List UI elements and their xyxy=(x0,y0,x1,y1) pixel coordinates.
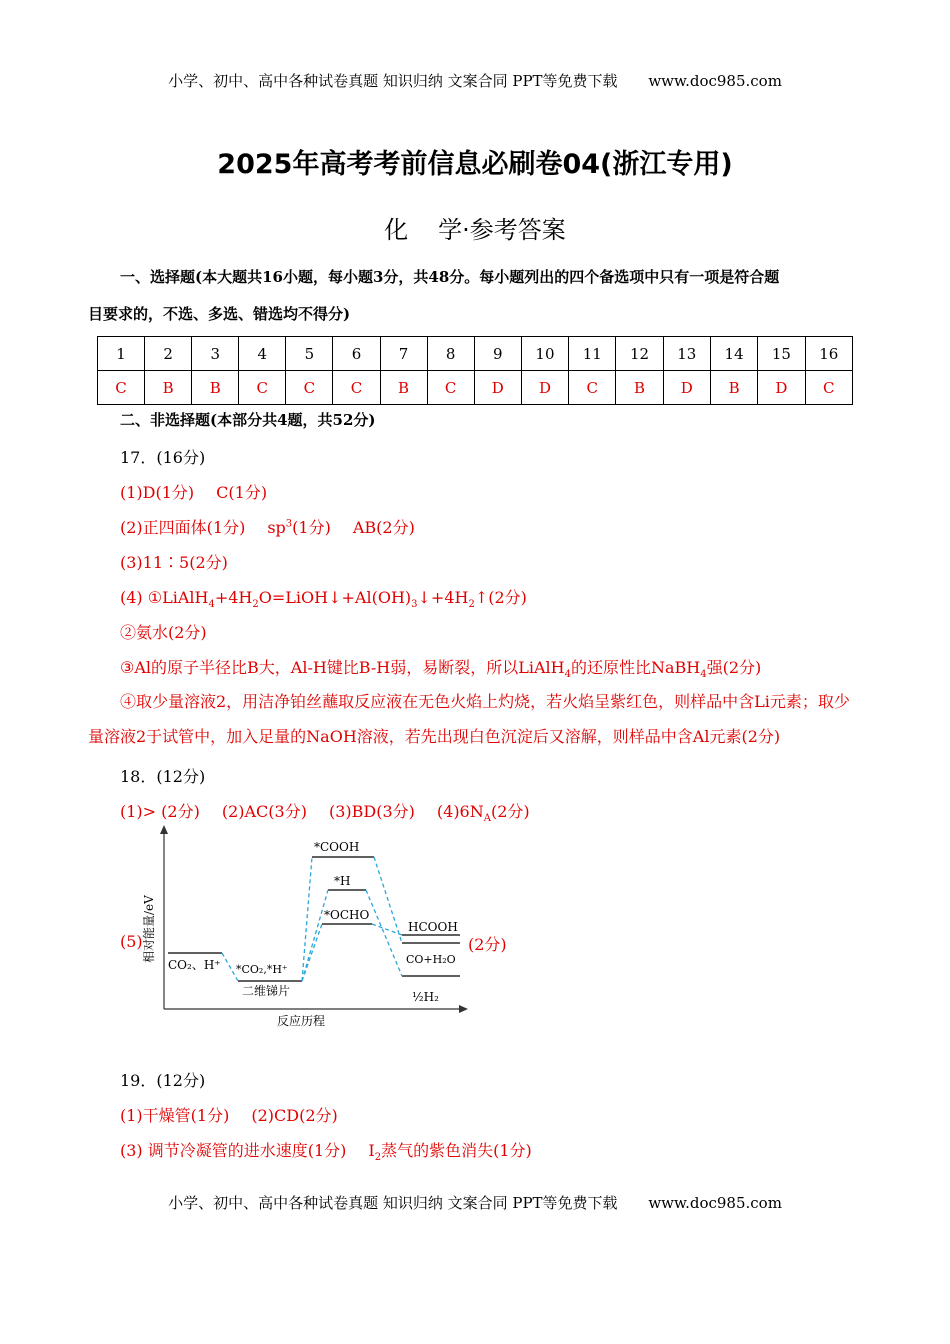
q18-a1: (1)> (2分) xyxy=(120,802,200,821)
label-antimonene: 二维锑片 xyxy=(242,984,291,998)
q17-6-t2: 的还原性比NaBH xyxy=(570,658,701,677)
q17-6-t3: 强(2分) xyxy=(706,658,762,677)
q18-part5-label: (5) xyxy=(120,932,143,951)
answer-cell: C xyxy=(333,371,380,405)
q17-6-s1: 4 xyxy=(564,669,571,681)
q18-a3: (3)BD(3分) xyxy=(328,802,415,821)
path-ads-ocho xyxy=(302,924,322,981)
label-hcooh: HCOOH xyxy=(408,920,458,934)
answer-cell: B xyxy=(145,371,192,405)
answer-table xyxy=(97,336,853,405)
q18-part5-score: (2分) xyxy=(468,935,507,954)
answer-cell: B xyxy=(710,371,757,405)
page-subtitle xyxy=(0,210,950,245)
section2-text: 二、非选择题(本部分共4题，共52分) xyxy=(120,411,376,429)
label-cooh: *COOH xyxy=(314,840,360,854)
q17-6-t1: ③Al的原子半径比B大，Al-H键比B-H弱，易断裂，所以LiAlH xyxy=(120,658,565,677)
label-reactants: CO₂、H⁺ xyxy=(168,958,221,972)
question-number: 8 xyxy=(427,337,474,371)
answer-cell: C xyxy=(286,371,333,405)
q19-a1: (1)干燥管(1分) xyxy=(120,1106,230,1125)
q17-answer-4 xyxy=(120,585,527,610)
answer-cell: C xyxy=(805,371,853,405)
x-axis-label: 反应历程 xyxy=(277,1014,326,1028)
q17-4-s4: 2 xyxy=(468,599,475,611)
q17-4-t5: ↑(2分) xyxy=(474,588,527,607)
answer-cell: C xyxy=(98,371,145,405)
q17-answer-5: ②氨水(2分) xyxy=(120,623,207,642)
q17-1b: C(1分) xyxy=(216,483,268,502)
label-ocho: *OCHO xyxy=(324,908,370,922)
x-axis-arrow xyxy=(459,1005,468,1013)
q17-answer-1 xyxy=(120,480,267,503)
path-ads-cooh xyxy=(302,857,312,981)
q19-a2: (2)CD(2分) xyxy=(251,1106,338,1125)
answer-cell: D xyxy=(521,371,568,405)
question-number: 14 xyxy=(710,337,757,371)
section1-heading xyxy=(88,259,868,295)
q17-2a: (2)正四面体(1分) xyxy=(120,518,246,537)
q19-answers-2 xyxy=(120,1138,532,1163)
page-title: 2025年高考考前信息必刷卷04(浙江专用) xyxy=(217,149,733,180)
question-number: 5 xyxy=(286,337,333,371)
y-axis-label: 相对能量/eV xyxy=(142,895,156,963)
footer-text: 小学、初中、高中各种试卷真题 知识归纳 文案合同 PPT等免费下载 xyxy=(168,1194,618,1212)
q17-answer-3: (3)11∶5(2分) xyxy=(120,553,228,572)
section1-heading-cont xyxy=(88,296,868,332)
q17-answer-7: ④取少量溶液2，用洁净铂丝蘸取反应液在无色火焰上灼烧，若火焰呈紫红色，则样品中含Li元素；取少量溶液2于试管中，加入足量的NaOH溶液，若先出现白色沉淀后又溶解，则样品中含Al元素(2分) xyxy=(88,692,850,746)
q17-1a: (1)D(1分) xyxy=(120,483,195,502)
q17-4-s3: 3 xyxy=(411,599,418,611)
subtitle-part-a: 化 xyxy=(384,216,409,244)
q17-4-s1: 4 xyxy=(208,599,215,611)
q17-4-t2: +4H xyxy=(214,588,253,607)
label-co-h2o: CO+H₂O xyxy=(406,953,456,966)
q17-4-t3: O=LiOH↓+Al(OH) xyxy=(258,588,412,607)
answer-cell: B xyxy=(192,371,239,405)
section2-heading xyxy=(88,402,868,438)
q18-a2: (2)AC(3分) xyxy=(221,802,307,821)
question-number: 4 xyxy=(239,337,286,371)
answer-cell: C xyxy=(239,371,286,405)
energy-profile-diagram xyxy=(140,823,470,1033)
question-number: 2 xyxy=(145,337,192,371)
q17-2b-post: (1分) xyxy=(292,518,331,537)
q17-6-s2: 4 xyxy=(700,669,707,681)
q18-a4-post: (2分) xyxy=(490,802,530,821)
q19-heading: 19．(12分) xyxy=(120,1071,206,1090)
q18-a4-sub: A xyxy=(483,813,491,825)
page-footer xyxy=(0,1192,950,1213)
question-number: 3 xyxy=(192,337,239,371)
q18-heading: 18．(12分) xyxy=(120,767,206,786)
section1-line1: 一、选择题(本大题共16小题，每小题3分，共48分。每小题列出的四个备选项中只有一项是符合题 xyxy=(120,268,780,286)
question-number: 7 xyxy=(380,337,427,371)
subtitle-part-b: 学·参考答案 xyxy=(438,216,566,244)
question-number: 13 xyxy=(663,337,710,371)
header-site[interactable]: www.doc985.com xyxy=(648,72,782,90)
question-number: 10 xyxy=(521,337,568,371)
q17-heading: 17．(16分) xyxy=(120,448,206,467)
answer-cell: B xyxy=(616,371,663,405)
q19-answers-1 xyxy=(120,1103,338,1126)
page-header xyxy=(0,70,950,91)
answer-cell: D xyxy=(758,371,805,405)
q17-2b-pre: sp xyxy=(267,518,286,537)
question-number: 9 xyxy=(474,337,521,371)
answer-cell: C xyxy=(569,371,616,405)
question-number: 12 xyxy=(616,337,663,371)
answer-table-answers-row xyxy=(98,371,853,405)
label-adsorbed: *CO₂,*H⁺ xyxy=(236,963,288,976)
answer-cell: D xyxy=(663,371,710,405)
answer-table-numbers-row xyxy=(98,337,853,371)
question-number: 6 xyxy=(333,337,380,371)
q17-answer-6 xyxy=(120,655,761,680)
answer-cell: B xyxy=(380,371,427,405)
q17-4-t1: (4) ①LiAlH xyxy=(120,588,209,607)
q17-4-s2: 2 xyxy=(252,599,259,611)
path-ocho-p xyxy=(372,924,402,935)
path-h-p xyxy=(366,890,402,976)
question-number: 11 xyxy=(569,337,616,371)
question-number: 1 xyxy=(98,337,145,371)
q17-2b-sup: 3 xyxy=(285,518,293,530)
question-number: 15 xyxy=(758,337,805,371)
y-axis-arrow xyxy=(160,825,168,834)
q17-4-t4: ↓+4H xyxy=(417,588,469,607)
section1-line2: 目要求的，不选、多选、错选均不得分) xyxy=(88,305,351,323)
question-number: 16 xyxy=(805,337,853,371)
q18-answers xyxy=(120,799,530,824)
q19-a4-post: 蒸气的紫色消失(1分) xyxy=(381,1141,532,1160)
q18-a4-pre: (4)6N xyxy=(436,802,484,821)
q19-a4-sub: 2 xyxy=(374,1152,382,1164)
q19-a4-pre: I xyxy=(368,1141,375,1160)
q19-a3: (3) 调节冷凝管的进水速度(1分) xyxy=(120,1141,347,1160)
footer-site[interactable]: www.doc985.com xyxy=(648,1194,782,1212)
q17-2c: AB(2分) xyxy=(352,518,415,537)
header-text: 小学、初中、高中各种试卷真题 知识归纳 文案合同 PPT等免费下载 xyxy=(168,72,618,90)
label-half-h2: ½H₂ xyxy=(412,990,439,1004)
q17-answer-2 xyxy=(120,515,415,538)
label-h: *H xyxy=(334,874,351,888)
answer-cell: C xyxy=(427,371,474,405)
answer-cell: D xyxy=(474,371,521,405)
